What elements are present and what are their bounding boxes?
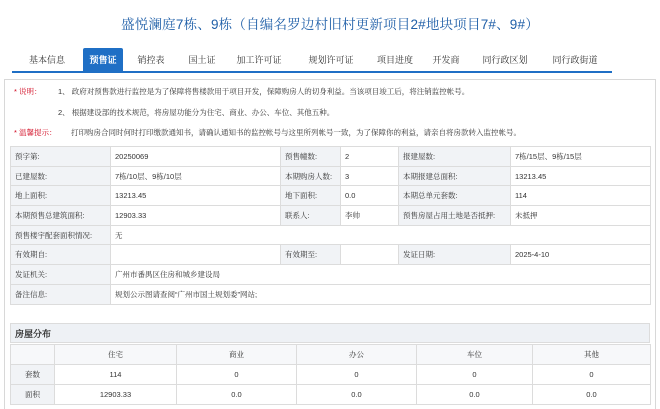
table-cell: 0.0 <box>533 385 651 405</box>
total-sets-value: 114 <box>511 186 651 206</box>
table-row <box>11 245 651 265</box>
table-row <box>11 284 651 304</box>
tab-same-street[interactable]: 同行政街道 <box>552 55 598 65</box>
note-item-1: 1、 政府对预售款进行监控是为了保障将售楼款用于项目开发，保障购房人的切身利益。当该项目竣工后，将注销监控帐号。 <box>58 87 470 96</box>
table-cell: 114 <box>55 365 177 385</box>
tab-planning-permit[interactable]: 规划许可证 <box>308 55 354 65</box>
built-floors-value: 7栋/10层、9栋/10层 <box>111 166 281 186</box>
table-cell: 0.0 <box>177 385 297 405</box>
tab-sales-control[interactable]: 销控表 <box>137 55 165 65</box>
row-label-area: 面积 <box>11 385 55 405</box>
table-cell: 12903.33 <box>55 385 177 405</box>
table-row <box>11 225 651 245</box>
presale-buildings-label: 预售幢数: <box>281 147 341 167</box>
remark-value: 规划公示图请查阅“广州市国土规划委”网站; <box>111 284 651 304</box>
built-floors-label: 已建屋数: <box>11 166 111 186</box>
tab-developer[interactable]: 开发商 <box>432 55 460 65</box>
mortgage-label: 预售房屋占用土地是否抵押: <box>399 206 511 226</box>
table-row <box>11 365 651 385</box>
page-title: 盛悦澜庭7栋、9栋（自编名罗边村旧村更新项目2#地块项目7#、9#） <box>121 17 539 32</box>
table-cell: 0.0 <box>297 385 417 405</box>
valid-from-value <box>111 245 281 265</box>
above-area-value: 13213.45 <box>111 186 281 206</box>
table-cell: 0 <box>417 365 533 385</box>
tab-land-permit[interactable]: 国土证 <box>188 55 216 65</box>
presale-units-label: 本期购房人数: <box>281 166 341 186</box>
table-cell: 0.0 <box>417 385 533 405</box>
reported-floors-label: 报建屋数: <box>399 147 511 167</box>
tab-project-progress[interactable]: 项目进度 <box>376 55 413 65</box>
valid-from-label: 有效期自: <box>11 245 111 265</box>
note-label: * 说明： <box>14 87 42 96</box>
column-header-commercial: 商业 <box>177 345 297 365</box>
total-sets-label: 本期总单元套数: <box>399 186 511 206</box>
remark-label: 备注信息: <box>11 284 111 304</box>
contact-value: 李帅 <box>341 206 399 226</box>
warning-label: * 温馨提示： <box>14 128 57 137</box>
table-header-row <box>11 345 651 365</box>
issuer-label: 发证机关: <box>11 265 111 285</box>
tab-bar <box>12 47 612 73</box>
column-header-residential: 住宅 <box>55 345 177 365</box>
table-cell: 0 <box>533 365 651 385</box>
row-label-units: 套数 <box>11 365 55 385</box>
distribution-table <box>10 344 651 405</box>
presale-info-table <box>10 146 651 305</box>
table-row <box>11 147 651 167</box>
planned-area-label: 预售楼宇配套面积情况: <box>11 225 111 245</box>
planned-area-value: 无 <box>111 225 651 245</box>
presale-buildings-value: 2 <box>341 147 399 167</box>
table-row <box>11 385 651 405</box>
contact-label: 联系人: <box>281 206 341 226</box>
valid-to-value <box>341 245 399 265</box>
table-row <box>11 186 651 206</box>
tab-basic-info[interactable]: 基本信息 <box>28 55 65 65</box>
tab-same-district[interactable]: 同行政区划 <box>482 55 528 65</box>
total-area-label: 本期报建总面积: <box>399 166 511 186</box>
below-area-value: 0.0 <box>341 186 399 206</box>
above-area-label: 地上面积: <box>11 186 111 206</box>
below-area-label: 地下面积: <box>281 186 341 206</box>
presale-units-value: 3 <box>341 166 399 186</box>
total-area-value: 13213.45 <box>511 166 651 186</box>
issuer-value: 广州市番禺区住房和城乡建设局 <box>111 265 651 285</box>
column-header-parking: 车位 <box>417 345 533 365</box>
column-header <box>11 345 55 365</box>
table-row <box>11 265 651 285</box>
table-row <box>11 206 651 226</box>
issue-date-value: 2025-4-10 <box>511 245 651 265</box>
table-cell: 0 <box>177 365 297 385</box>
table-row <box>11 166 651 186</box>
reported-floors-value: 7栋/15层、9栋/15层 <box>511 147 651 167</box>
issue-date-label: 发证日期: <box>399 245 511 265</box>
presale-no-value: 20250069 <box>111 147 281 167</box>
presale-area-label: 本期预售总建筑面积: <box>11 206 111 226</box>
note-item-2: 2、 根据建设部的技术规范，将房屋功能分为住宅、商业、办公、车位、其他五种。 <box>58 108 335 117</box>
warning-text: 打印购房合同时何时打印缴款通知书，请确认通知书的监控帐号与这里所列帐号一致，为了保障你的利益，请亲自将房款转入监控帐号。 <box>71 128 521 137</box>
presale-area-value: 12903.33 <box>111 206 281 226</box>
mortgage-value: 未抵押 <box>511 206 651 226</box>
tab-processing-permit[interactable]: 加工许可证 <box>236 55 282 65</box>
tab-presale-permit[interactable]: 预售证 <box>83 48 123 72</box>
table-cell: 0 <box>297 365 417 385</box>
valid-to-label: 有效期至: <box>281 245 341 265</box>
distribution-title: 房屋分布 <box>10 323 650 343</box>
column-header-other: 其他 <box>533 345 651 365</box>
column-header-office: 办公 <box>297 345 417 365</box>
presale-no-label: 预字第: <box>11 147 111 167</box>
